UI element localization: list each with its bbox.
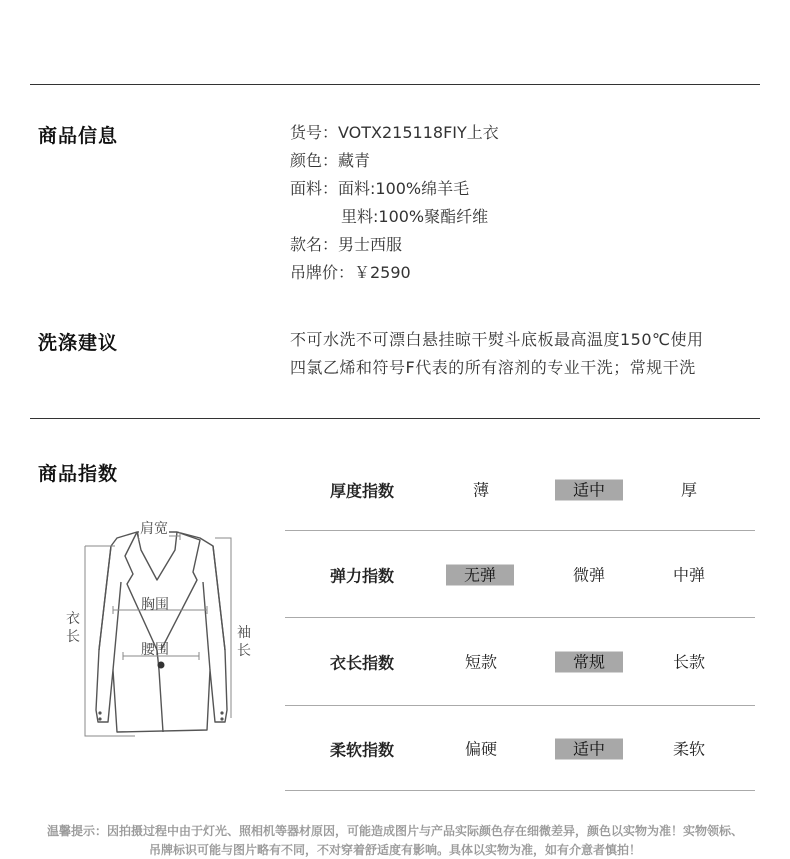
index-title: 商品指数 xyxy=(38,463,119,485)
length-label-char: 长 xyxy=(66,629,80,645)
index-option: 微弹 xyxy=(572,565,605,584)
style-name: 款名：男士西服 xyxy=(290,235,403,254)
jacket-lapel-right xyxy=(161,532,200,650)
row-divider xyxy=(285,790,755,791)
washing-text xyxy=(290,326,704,382)
cuff-button xyxy=(98,717,101,720)
index-row-elasticity xyxy=(285,531,755,618)
washing-title: 洗涤建议 xyxy=(38,332,119,354)
sleeve-label-char: 长 xyxy=(237,643,251,659)
index-option: 偏硬 xyxy=(464,739,497,758)
sleeve-label-char: 袖 xyxy=(237,625,251,641)
index-option-selected: 适中 xyxy=(555,479,623,500)
length-label-char: 衣 xyxy=(66,611,80,627)
jacket-side-right xyxy=(203,582,210,670)
tag-price: 吊牌价：￥2590 xyxy=(290,263,411,282)
middle-divider xyxy=(30,418,760,419)
index-option: 短款 xyxy=(464,652,497,672)
item-number: 货号：VOTX215118FIY上衣 xyxy=(290,123,499,142)
product-info-list xyxy=(290,119,499,287)
index-option-selected: 适中 xyxy=(555,738,623,759)
jacket-sleeve-right xyxy=(213,546,225,650)
sleeve-label xyxy=(237,624,253,660)
cuff-button xyxy=(220,717,223,720)
index-row-softness xyxy=(285,706,755,791)
index-row-length xyxy=(285,618,755,706)
jacket-size-diagram xyxy=(55,510,265,750)
index-label: 弹力指数 xyxy=(330,566,395,585)
jacket-collar xyxy=(137,532,177,580)
notice-line-2: 吊牌标识可能与图片略有不同，不对穿着舒适度有影响。具体以实物为准，如有介意者慎拍！ xyxy=(148,843,641,857)
shoulder-label: 肩宽 xyxy=(139,518,169,538)
index-label: 厚度指数 xyxy=(330,481,395,500)
waist-label: 腰围 xyxy=(141,642,169,658)
index-option-selected: 常规 xyxy=(555,652,623,673)
jacket-sleeve-left xyxy=(99,546,111,650)
washing-line: 不可水洗不可漂白悬挂晾干熨斗底板最高温度150℃使用 xyxy=(290,330,704,349)
cuff-button xyxy=(220,711,223,714)
product-info-title: 商品信息 xyxy=(38,125,119,147)
index-option: 长款 xyxy=(672,652,705,672)
top-divider xyxy=(30,84,760,85)
washing-line: 四氯乙烯和符号F代表的所有溶剂的专业干洗；常规干洗 xyxy=(290,358,696,377)
notice-line-1: 温馨提示：因拍摄过程中由于灯光、照相机等器材原因，可能造成图片与产品实际颜色存在细微差异，颜色以实物为准！实物领标、 xyxy=(46,824,743,838)
index-label: 柔软指数 xyxy=(330,740,395,759)
index-option: 厚 xyxy=(680,480,697,499)
jacket-side-left xyxy=(113,582,121,670)
index-label: 衣长指数 xyxy=(330,653,395,673)
lining: 里料:100%聚酯纤维 xyxy=(341,207,489,226)
jacket-button xyxy=(158,662,165,669)
index-option: 薄 xyxy=(472,480,489,499)
fabric: 面料：面料:100%绵羊毛 xyxy=(290,179,470,198)
cuff-button xyxy=(98,711,101,714)
chest-label: 胸围 xyxy=(141,597,169,613)
color: 颜色：藏青 xyxy=(290,151,371,170)
length-label xyxy=(66,610,82,646)
index-option-selected: 无弹 xyxy=(446,564,514,585)
index-row-thickness xyxy=(285,448,755,531)
index-option: 柔软 xyxy=(672,739,705,758)
index-option: 中弹 xyxy=(672,565,705,584)
